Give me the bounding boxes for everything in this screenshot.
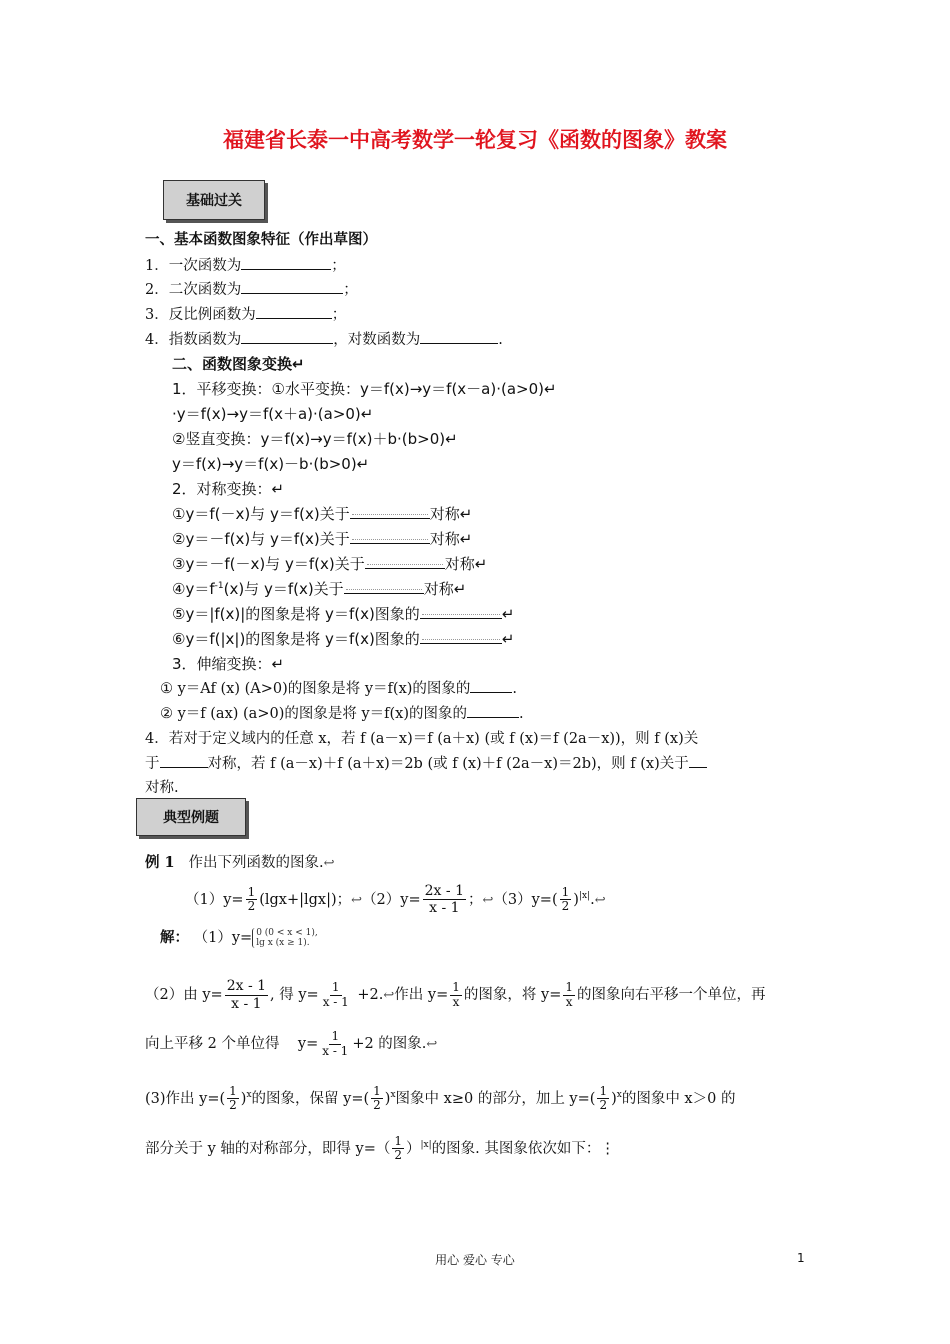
symmetry-1: ①y＝f(－x)与 y＝f(x)关于 对称↵ <box>172 505 473 523</box>
translation-line-3: ②竖直变换：y＝f(x)→y＝f(x)＋b·(b>0)↵ <box>172 430 458 448</box>
symmetry-rule-line-1: 4．若对于定义域内的任意 x，若 f (a－x)＝f (a＋x) (或 f (x)＝f (2a－x))，则 f (x)关 <box>145 731 699 747</box>
document-title: 福建省长泰一中高考数学一轮复习《函数的图象》教案 <box>223 128 727 152</box>
section-box-basics: 基础过关 <box>163 180 265 220</box>
example-1-heading: 例 1 作出下列函数的图象.↩ <box>145 854 335 871</box>
piecewise-function: 0 (0 < x < 1), lg x (x ≥ 1). <box>252 928 318 948</box>
solution-2-line-1: （2）由 y= $\frac{2x - 1}{x - 1}$ , 得 y= $\frac{1}{x - 1}$ +2.↩作出 y= $\frac{1}{x}$ 的图象，将 y= $\frac{1}{x}$ 的图象向右平移一个单位，再 <box>145 978 766 1012</box>
symmetry-4: $④y=f^{-1}(x)$与 y＝f(x)关于 对称↵ <box>172 580 467 598</box>
example-1-problems: （1）y= $\frac{1}{2}$ (lgx+|lgx|)；↩（2）y= $\frac{2x - 1}{x - 1}$ ；↩（3）y=( $\frac{1}{2}$ )$^{|x|}$.↩ <box>185 883 606 917</box>
line-quadratic-function: 2．二次函数为 ； <box>145 278 358 299</box>
line-exp-log-function: 4．指数函数为 ，对数函数为 . <box>145 328 503 349</box>
line-inverse-function: 3．反比例函数为 ； <box>145 303 346 324</box>
symmetry-rule-line-3: 对称. <box>145 780 179 796</box>
solution-3-line-2: 部分关于 y 轴的对称部分，即得 y=（ $\frac{1}{2}$ ）$^{|x|}$的图象. 其图象依次如下：⋮ <box>145 1133 615 1163</box>
section-2-heading: 二、函数图象变换↵ <box>172 355 305 373</box>
symmetry-2: ②y＝－f(x)与 y＝f(x)关于 对称↵ <box>172 530 473 548</box>
line-linear-function: 1．一次函数为 ； <box>145 254 346 275</box>
return-mark-icon: ↩ <box>323 856 335 871</box>
section-1-heading: 一、基本函数图象特征（作出草图） <box>145 231 377 248</box>
page-number: 1 <box>797 1251 805 1265</box>
solution-3-line-1: (3)作出 y=( $\frac{1}{2}$ )$^x$的图象，保留 y=( $\frac{1}{2}$ )$^x$图象中 x≥0 的部分，加上 y=( $\frac{1}{2}$ )$^x$的图象中 x＞0 的 <box>145 1083 736 1113</box>
translation-line-4: y＝f(x)→y＝f(x)－b·(b>0)↵ <box>172 455 370 473</box>
section-box-examples: 典型例题 <box>136 798 246 836</box>
scaling-1: ① y＝Af (x) (A>0)的图象是将 y＝f(x)的图象的 . <box>160 677 517 698</box>
translation-line-1: 1．平移变换：①水平变换：y＝f(x)→y＝f(x－a)·(a>0)↵ <box>172 380 557 398</box>
translation-line-2: ·y＝f(x)→y＝f(x＋a)·(a>0)↵ <box>172 405 374 423</box>
symmetry-6: ⑥y＝f(|x|)的图象是将 y＝f(x)图象的 ↵ <box>172 630 515 648</box>
scaling-2: ② y＝f (ax) (a>0)的图象是将 y＝f(x)的图象的 . <box>160 702 524 723</box>
symmetry-rule-line-2: 于 对称，若 f (a－x)＋f (a＋x)＝2b (或 f (x)＋f (2a－x)＝2b)，则 f (x)关于 <box>145 752 707 773</box>
solution-1: 解： （1）y= 0 (0 < x < 1), lg x (x ≥ 1). <box>160 928 318 948</box>
scaling-heading: 3．伸缩变换：↵ <box>172 655 285 673</box>
symmetry-heading: 2．对称变换：↵ <box>172 480 285 498</box>
solution-2-line-2: 向上平移 2 个单位得 y= $\frac{1}{x - 1}$ +2 的图象.↩ <box>145 1028 438 1058</box>
symmetry-3: ③y＝－f(－x)与 y＝f(x)关于 对称↵ <box>172 555 488 573</box>
symmetry-5: ⑤y＝|f(x)|的图象是将 y＝f(x)图象的 ↵ <box>172 605 515 623</box>
footer-text: 用心 爱心 专心 <box>435 1253 515 1267</box>
